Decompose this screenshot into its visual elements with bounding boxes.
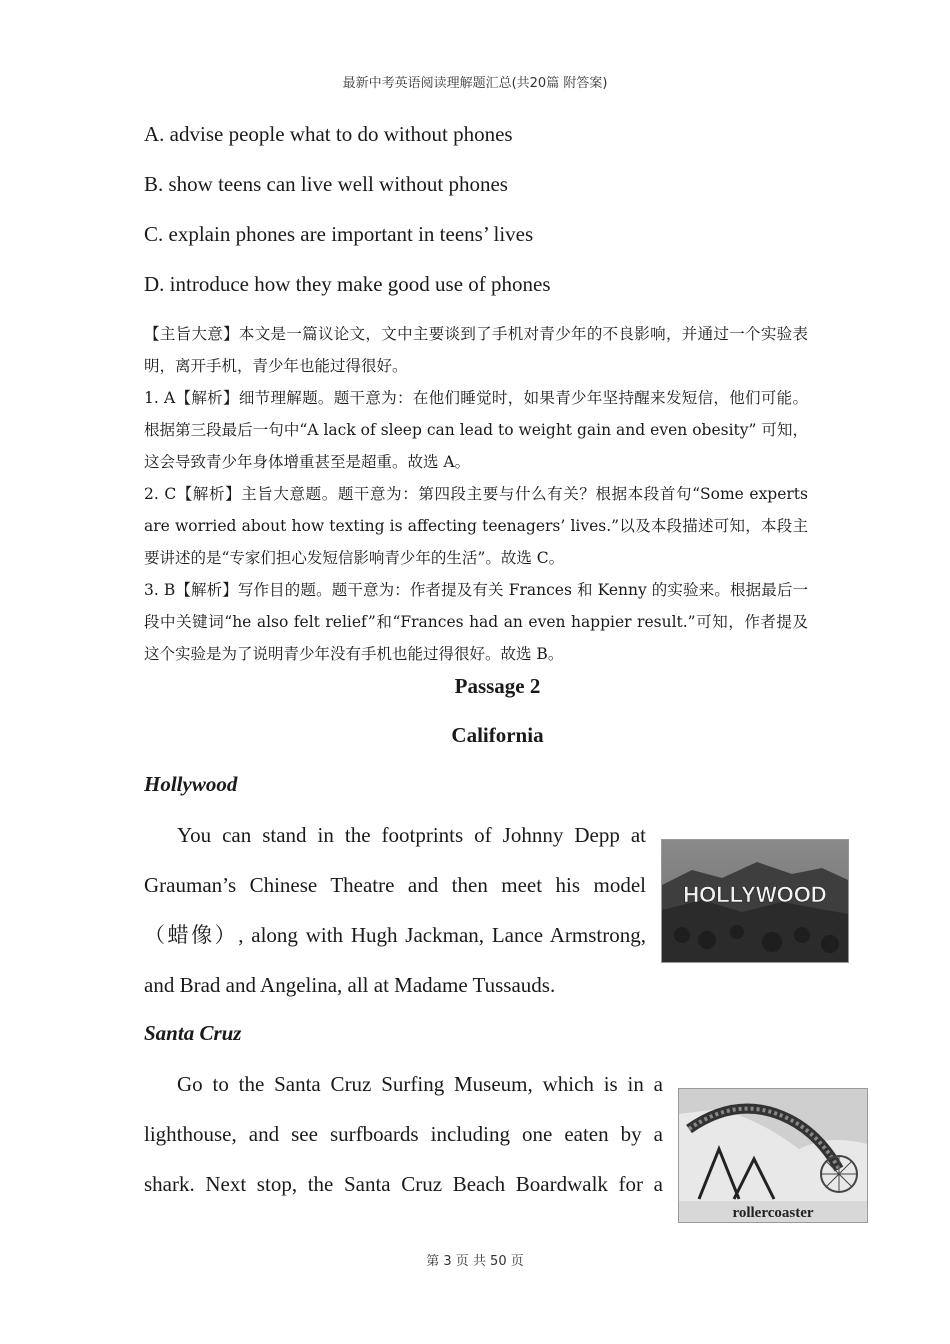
- paragraph-line: （蜡像）, along with Hugh Jackman, Lance Armstrong,: [144, 923, 646, 947]
- section-heading-santa-cruz: Santa Cruz: [144, 1021, 242, 1045]
- option-d: D. introduce how they make good use of phones: [144, 272, 551, 296]
- hollywood-sign-text: HOLLYWOOD: [683, 882, 827, 907]
- answer-1-analysis: 1. A【解析】细节理解题。题干意为：在他们睡觉时，如果青少年坚持醒来发短信，他们可能。根据第三段最后一句中“A lack of sleep can lead to weight gain and even obesity” 可知，这会导致青少年身体增重甚至是超重。故选 A。: [144, 389, 808, 471]
- passage-label: Passage 2: [454, 674, 541, 698]
- paragraph-line: You can stand in the footprints of Johnny Depp at: [177, 823, 646, 847]
- passage-title: California: [451, 723, 544, 747]
- option-c: C. explain phones are important in teens’ lives: [144, 222, 534, 246]
- option-b: B. show teens can live well without phones: [144, 172, 508, 196]
- paragraph-line: Grauman’s Chinese Theatre and then meet his model: [144, 873, 646, 897]
- answer-2-analysis: 2. C【解析】主旨大意题。题干意为：第四段主要与什么有关？根据本段首句“Some experts are worried about how texting is affecting teenagers’ lives.”以及本段描述可知，本段主要讲述的是“专家们担心发短信影响青少年的生活”。故选 C。: [144, 485, 808, 567]
- hollywood-paragraph: [144, 810, 646, 1010]
- rollercoaster-caption: rollercoaster: [732, 1205, 814, 1221]
- page-header: 最新中考英语阅读理解题汇总(共20篇 附答案): [342, 76, 608, 91]
- section-heading-hollywood: Hollywood: [144, 772, 238, 796]
- paragraph-line: Go to the Santa Cruz Surfing Museum, which is in a: [177, 1072, 663, 1096]
- page-footer: 第 3 页 共 50 页: [426, 1254, 524, 1269]
- rollercoaster-image: [678, 1088, 868, 1223]
- paragraph-line: shark. Next stop, the Santa Cruz Beach Boardwalk for a: [144, 1172, 663, 1196]
- paragraph-line: lighthouse, and see surfboards including one eaten by a: [144, 1122, 663, 1146]
- main-idea-analysis: 【主旨大意】本文是一篇议论文，文中主要谈到了手机对青少年的不良影响，并通过一个实验表明，离开手机，青少年也能过得很好。: [144, 325, 808, 375]
- hollywood-sign-image: [661, 839, 849, 963]
- answer-3-analysis: 3. B【解析】写作目的题。题干意为：作者提及有关 Frances 和 Kenny 的实验来。根据最后一段中关键词“he also felt relief”和“Frances had an even happier result.”可知，作者提及这个实验是为了说明青少年没有手机也能过得很好。故选 B。: [144, 581, 808, 663]
- option-a: A. advise people what to do without phones: [144, 122, 513, 146]
- paragraph-line: and Brad and Angelina, all at Madame Tussauds.: [144, 973, 556, 997]
- santa-cruz-paragraph: [144, 1059, 663, 1209]
